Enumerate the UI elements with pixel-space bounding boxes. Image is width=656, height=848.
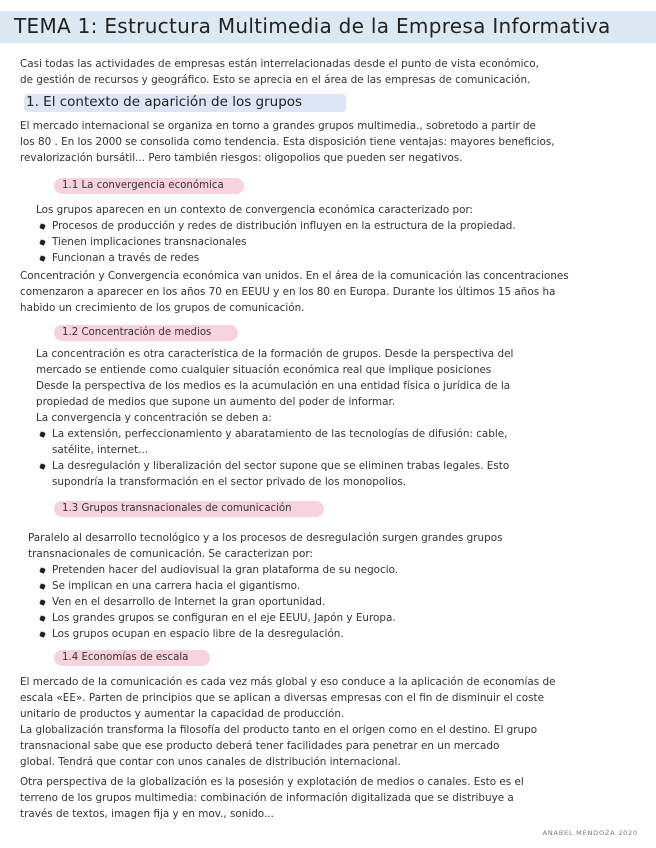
bullet-item: Se implican en una carrera hacia el gigantismo. bbox=[36, 578, 398, 594]
subsection-1-1-heading bbox=[54, 178, 224, 194]
paragraph-line: habido un crecimiento de los grupos de comunicación. bbox=[20, 302, 305, 314]
bullet-item: Tienen implicaciones transnacionales bbox=[36, 234, 516, 250]
subsection-1-4-title: 1.4 Economías de escala bbox=[62, 652, 189, 663]
subsection-1-3-heading bbox=[54, 501, 292, 517]
paragraph-line: global. Tendrá que contar con unos canales de distribución internacional. bbox=[20, 756, 401, 768]
subsection-1-2-title: 1.2 Concentración de medios bbox=[62, 327, 212, 338]
paragraph-line: escala «EE». Parten de principios que se aplican a diversas empresas con el fin de disminuir el coste bbox=[20, 692, 545, 704]
page-title: TEMA 1: Estructura Multimedia de la Empresa Informativa bbox=[14, 14, 611, 38]
bullet-continuation: supondría la transformación en el sector privado de los monopolios. bbox=[52, 476, 407, 488]
section-1-heading bbox=[20, 92, 302, 112]
bullet-item: Funcionan a través de redes bbox=[36, 250, 516, 266]
paragraph-line: unitario de productos y aumentar la capacidad de producción. bbox=[20, 708, 345, 720]
paragraph-line: La globalización transforma la filosofía del producto tanto en el origen como en el destino. El grupo bbox=[20, 724, 538, 736]
subsection-1-3-body bbox=[28, 530, 503, 562]
bullet-item: Los grupos ocupan en espacio libre de la desregulación. bbox=[36, 626, 398, 642]
bullet-item: La desregulación y liberalización del sector supone que se eliminen trabas legales. Esto bbox=[36, 458, 513, 474]
paragraph-line: través de textos, imagen fija y en mov., sonido... bbox=[20, 808, 274, 820]
subsection-1-1-title: 1.1 La convergencia económica bbox=[62, 180, 224, 191]
paragraph-line: comenzaron a aparecer en los años 70 en EEUU y en los 80 en Europa. Durante los últimos 15 años ha bbox=[20, 286, 556, 298]
subsection-1-3-title: 1.3 Grupos transnacionales de comunicación bbox=[62, 503, 292, 514]
intro-paragraph bbox=[20, 56, 539, 88]
paragraph-line: El mercado de la comunicación es cada vez más global y eso conduce a la aplicación de economías de bbox=[20, 676, 556, 688]
paragraph-line: revalorización bursátil... Pero también riesgos: oligopolios que pueden ser negativos. bbox=[20, 152, 463, 164]
paragraph-line: La convergencia y concentración se deben a: bbox=[36, 412, 272, 424]
paragraph-line: los 80 . En los 2000 se consolida como tendencia. Esta disposición tiene ventajas: mayores beneficios, bbox=[20, 136, 555, 148]
paragraph-line: terreno de los grupos multimedia: combinación de información digitalizada que se distribuye a bbox=[20, 792, 514, 804]
intro-line: Casi todas las actividades de empresas están interrelacionadas desde el punto de vista económico, bbox=[20, 58, 539, 70]
paragraph-line: Otra perspectiva de la globalización es la posesión y explotación de medios o canales. Esto es el bbox=[20, 776, 524, 788]
subsection-1-2-body bbox=[36, 346, 513, 490]
author-footer: ANABEL MENDOZA 2020 bbox=[542, 829, 638, 837]
paragraph-line: Concentración y Convergencia económica van unidos. En el área de la comunicación las concentraciones bbox=[20, 270, 569, 282]
paragraph-line: Paralelo al desarrollo tecnológico y a los procesos de desregulación surgen grandes grupos bbox=[28, 532, 503, 544]
intro-line: de gestión de recursos y geográfico. Esto se aprecia en el área de las empresas de comunicación. bbox=[20, 74, 531, 86]
paragraph-line: Desde la perspectiva de los medios es la acumulación en una entidad física o jurídica de la bbox=[36, 380, 511, 392]
bullet-item: Ven en el desarrollo de Internet la gran oportunidad. bbox=[36, 594, 398, 610]
paragraph-line: El mercado internacional se organiza en torno a grandes grupos multimedia., sobretodo a partir de bbox=[20, 120, 536, 132]
bullet-item: La extensión, perfeccionamiento y abaratamiento de las tecnologías de difusión: cable, bbox=[36, 426, 513, 442]
section-1-title: 1. El contexto de aparición de los grupos bbox=[26, 94, 303, 110]
subsection-1-4-heading bbox=[54, 650, 188, 666]
subsection-1-4-paragraph-2 bbox=[20, 774, 524, 822]
bullet-item: Procesos de producción y redes de distribución influyen en la estructura de la propiedad. bbox=[36, 218, 516, 234]
subsection-1-1-paragraph bbox=[20, 268, 569, 316]
bullet-item: Los grandes grupos se configuran en el eje EEUU, Japón y Europa. bbox=[36, 610, 398, 626]
section-1-paragraph bbox=[20, 118, 555, 166]
subsection-1-4-paragraph bbox=[20, 674, 555, 770]
bullet-item: Pretenden hacer del audiovisual la gran plataforma de su negocio. bbox=[36, 562, 398, 578]
subsection-1-2-heading bbox=[54, 325, 211, 341]
paragraph-line: Los grupos aparecen en un contexto de convergencia económica caracterizado por: bbox=[36, 204, 474, 216]
bullet-continuation: satélite, internet... bbox=[52, 444, 149, 456]
subsection-1-3-bullets bbox=[36, 562, 398, 642]
paragraph-line: transnacionales de comunicación. Se caracterizan por: bbox=[28, 548, 313, 560]
paragraph-line: mercado se entiende como cualquier situación económica real que implique posiciones bbox=[36, 364, 492, 376]
subsection-1-1-body bbox=[36, 202, 516, 266]
paragraph-line: propiedad de medios que supone un aumento del poder de informar. bbox=[36, 396, 396, 408]
paragraph-line: La concentración es otra característica de la formación de grupos. Desde la perspectiva del bbox=[36, 348, 514, 360]
paragraph-line: transnacional sabe que ese producto deberá tener facilidades para penetrar en un mercado bbox=[20, 740, 500, 752]
